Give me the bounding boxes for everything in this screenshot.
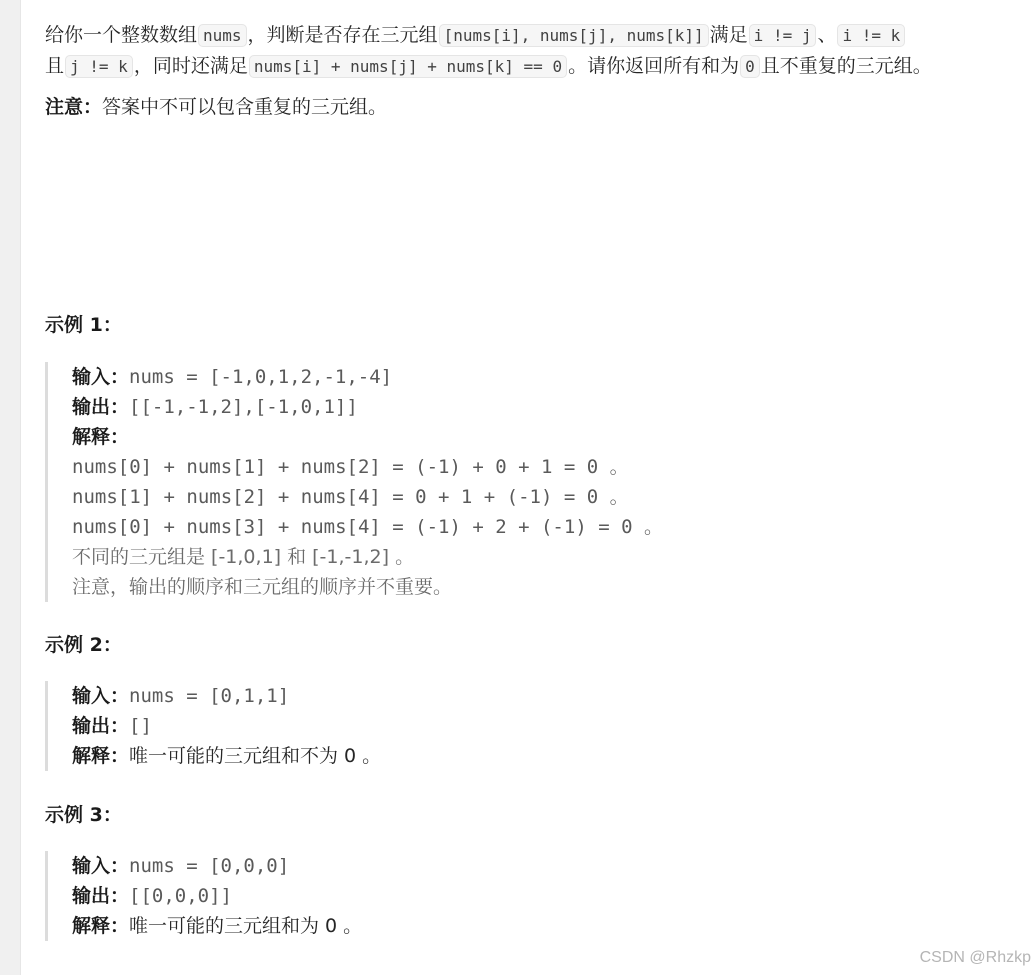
output-value: [[-1,-1,2],[-1,0,1]]	[129, 396, 358, 418]
output-value: [[0,0,0]]	[129, 885, 232, 907]
inline-code: nums[i] + nums[j] + nums[k] == 0	[249, 55, 567, 78]
output-label: 输出：	[72, 885, 130, 907]
desc-text: 且不重复的三元组。	[760, 55, 932, 77]
explain-text: 唯一可能的三元组和不为 0 。	[129, 745, 382, 767]
example-3-block	[45, 851, 362, 941]
inline-code: i != j	[749, 24, 817, 47]
example-3-title: 示例 3：	[45, 804, 122, 826]
note-paragraph	[45, 92, 1020, 123]
example-1-title: 示例 1：	[45, 314, 122, 336]
explain-text: 唯一可能的三元组和为 0 。	[129, 915, 363, 937]
explain-note-line: 注意，输出的顺序和三元组的顺序并不重要。	[72, 576, 453, 598]
inline-code: j != k	[65, 55, 133, 78]
inline-code: i != k	[837, 24, 905, 47]
inline-code: 0	[740, 55, 760, 78]
input-value: nums = [0,1,1]	[129, 685, 290, 707]
desc-text: ，判断是否存在三元组	[247, 24, 438, 46]
desc-text: 给你一个整数数组	[45, 24, 198, 46]
note-label: 注意：	[45, 96, 103, 118]
input-label: 输入：	[72, 366, 130, 388]
example-2-title: 示例 2：	[45, 634, 122, 656]
note-text: 答案中不可以包含重复的三元组。	[102, 96, 388, 118]
explain-line: nums[1] + nums[2] + nums[4] = 0 + 1 + (-1) = 0 。	[72, 486, 629, 508]
input-value: nums = [0,0,0]	[129, 855, 290, 877]
explain-line: nums[0] + nums[1] + nums[2] = (-1) + 0 + 1 = 0 。	[72, 456, 629, 478]
inline-code: nums	[198, 24, 247, 47]
watermark: CSDN @Rhzkp	[919, 949, 1031, 966]
output-label: 输出：	[72, 396, 130, 418]
input-label: 输入：	[72, 855, 130, 877]
problem-description	[45, 20, 1020, 82]
desc-text: 且	[45, 55, 65, 77]
left-rail	[0, 0, 21, 975]
explain-note-line: 不同的三元组是 [-1,0,1] 和 [-1,-1,2] 。	[72, 546, 415, 568]
explain-label: 解释：	[72, 745, 130, 767]
explain-label: 解释：	[72, 915, 130, 937]
input-value: nums = [-1,0,1,2,-1,-4]	[129, 366, 393, 388]
example-2-block	[45, 681, 381, 771]
inline-code: [nums[i], nums[j], nums[k]]	[439, 24, 709, 47]
desc-text: 、	[817, 24, 837, 46]
problem-content	[45, 20, 1020, 937]
desc-text: 。请你返回所有和为	[568, 55, 740, 77]
desc-text: ，同时还满足	[133, 55, 248, 77]
desc-text: 满足	[709, 24, 748, 46]
explain-label: 解释：	[72, 426, 130, 448]
output-label: 输出：	[72, 715, 130, 737]
explain-line: nums[0] + nums[3] + nums[4] = (-1) + 2 + (-1) = 0 。	[72, 516, 663, 538]
output-value: []	[129, 715, 152, 737]
input-label: 输入：	[72, 685, 130, 707]
example-1-block	[45, 362, 663, 602]
